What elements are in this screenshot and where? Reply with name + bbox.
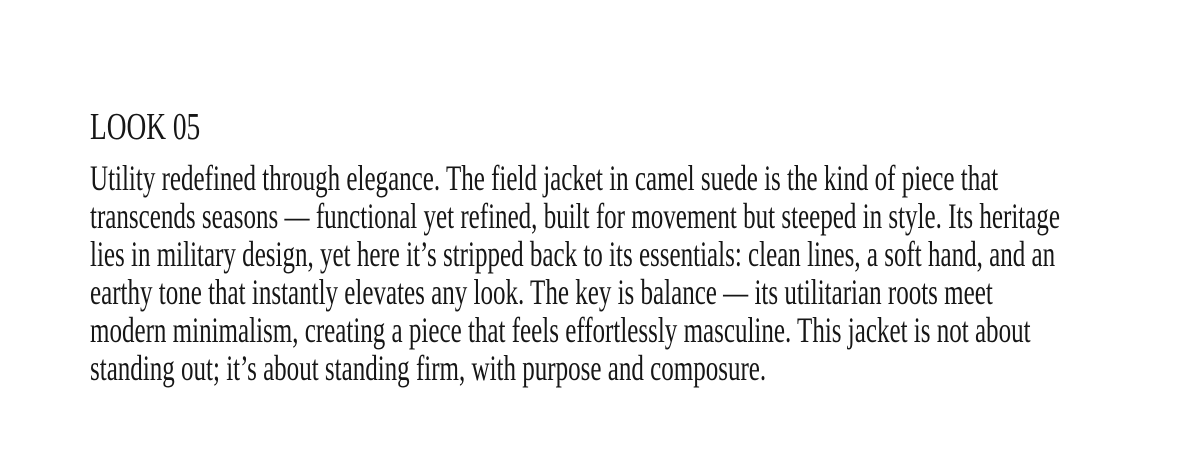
paragraph-line: modern minimalism, creating a piece that feels effortlessly masculine. This jacket is not about — [90, 310, 1031, 350]
paragraph-line: Utility redefined through elegance. The field jacket in camel suede is the kind of piece that — [90, 158, 999, 198]
paragraph-line: lies in military design, yet here it’s stripped back to its essentials: clean lines, a soft hand, and an — [90, 234, 1056, 274]
paragraph-line: earthy tone that instantly elevates any look. The key is balance — its utilitarian roots meet — [90, 272, 993, 312]
paragraph-line: standing out; it’s about standing firm, with purpose and composure. — [90, 348, 767, 388]
paragraph-line: transcends seasons — functional yet refined, built for movement but steeped in style. Its heritage — [90, 196, 1060, 236]
look-heading: LOOK 05 — [90, 106, 201, 149]
look-description-paragraph — [90, 159, 1060, 387]
